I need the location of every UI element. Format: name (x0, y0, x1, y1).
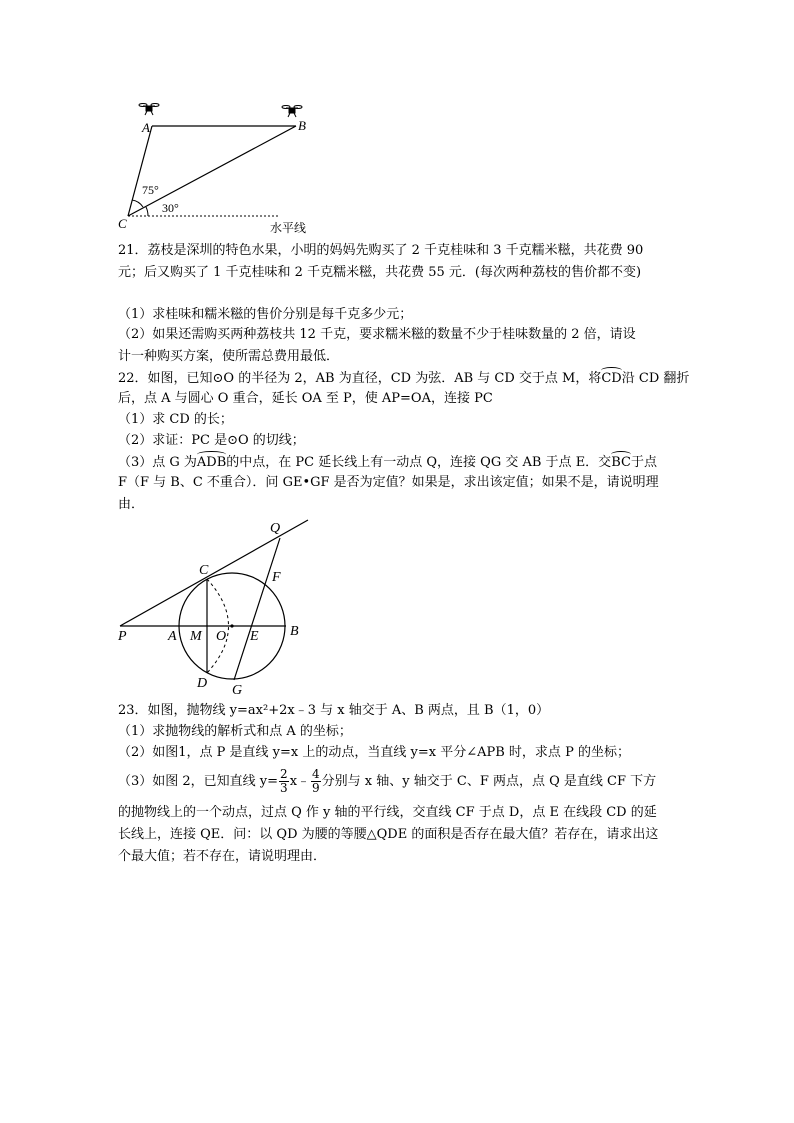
drone-a-icon (139, 104, 159, 116)
circle-figure (110, 514, 320, 696)
q22-part3-c: 于点 (630, 455, 657, 470)
fraction-2-3 (279, 768, 289, 795)
frac2-num: 4 (312, 767, 320, 781)
q21-part2-line2: 计一种购买方案，使所需总费用最低． (118, 349, 340, 364)
label-horizon: 水平线 (270, 221, 307, 235)
q23-part3-line3: 长线上，连接 QE．问：以 QD 为腰的等腰△QDE 的面积是否存在最大值？若存在，请求出这 (118, 827, 659, 842)
frac1-den: 3 (280, 781, 288, 795)
label-b2: B (290, 624, 299, 639)
segment-ac (128, 126, 152, 216)
label-angle-30: 30° (162, 201, 179, 215)
q23-part3-line4: 个最大值；若不存在，请说明理由． (118, 849, 327, 864)
q22-line1-a: 22．如图，已知⊙O 的半径为 2，AB 为直径，CD 为弦．AB 与 CD 交于点 M，将 (118, 371, 602, 386)
q22-part3-line3: 由． (118, 497, 145, 512)
angle-75-arc (132, 200, 143, 207)
q23-part2: （2）如图1，点 P 是直线 y=x 上的动点，当直线 y=x 平分∠APB 时，求点 P 的坐标； (118, 745, 630, 760)
label-a2: A (168, 629, 177, 644)
circle-svg (110, 514, 320, 696)
q22-part3-a: （3）点 G 为 (118, 455, 197, 470)
q21-line1: 21．荔枝是深圳的特色水果，小明的妈妈先购买了 2 千克桂味和 3 千克糯米糍，共花费 90 (118, 243, 644, 258)
q22-part1: （1）求 CD 的长； (118, 412, 233, 427)
triangle-svg (110, 96, 330, 238)
label-c: C (118, 216, 127, 231)
arc-cd: CD (601, 371, 622, 386)
label-a: A (142, 120, 150, 135)
q23-part3-c: 分别与 x 轴、y 轴交于 C、F 两点，点 Q 是直线 CF 下方 (321, 774, 657, 789)
label-c2: C (199, 563, 209, 578)
label-o: O (216, 629, 227, 644)
q22-line1-b: 沿 CD 翻折 (621, 371, 690, 386)
q22-part3-b: 的中点，在 PC 延长线上有一动点 Q，连接 QG 交 AB 于点 E．交 (226, 455, 612, 470)
label-m: M (190, 629, 202, 644)
triangle-figure (110, 96, 330, 238)
arc-bc: BC (611, 455, 631, 470)
q22-line1 (118, 370, 688, 388)
label-e: E (250, 629, 259, 644)
q21-line2: 元；后又购买了 1 千克桂味和 2 千克糯米糍，共花费 55 元．(每次两种荔枝的售价都不变) (118, 265, 642, 280)
frac2-den: 9 (312, 781, 320, 795)
segment-bc (128, 126, 296, 216)
drone-b-icon (282, 106, 302, 118)
label-b: B (298, 118, 306, 133)
q23-part3-line2: 的抛物线上的一个动点，过点 Q 作 y 轴的平行线，交直线 CF 于点 D，点 E 在线段 CD 的延 (118, 805, 657, 820)
q21-part1: （1）求桂味和糯米糍的售价分别是每千克多少元； (118, 307, 413, 322)
frac1-num: 2 (280, 767, 288, 781)
q23-part1: （1）求抛物线的解析式和点 A 的坐标； (118, 724, 352, 739)
center-dot (230, 624, 233, 627)
angle-30-arc (146, 207, 148, 216)
q21-part2-line1: （2）如果还需购买两种荔枝共 12 千克，要求糯米糍的数量不少于桂味数量的 2 倍，请设 (118, 327, 636, 342)
label-d: D (197, 676, 208, 691)
label-f: F (272, 570, 281, 585)
q22-part3-line2: F（F 与 B、C 不重合）．问 GE•GF 是否为定值？如果是，求出该定值；如果不是，请说明理 (118, 475, 659, 490)
q23-part3-a: （3）如图 2，已知直线 y= (118, 774, 279, 789)
label-angle-75: 75° (142, 183, 159, 197)
q23-part3 (118, 768, 688, 795)
q22-part3 (118, 454, 688, 472)
arc-adb: ADB (196, 455, 227, 470)
fraction-4-9 (311, 768, 321, 795)
label-p: P (118, 629, 127, 644)
q23-line1: 23．如图，抛物线 y=ax²+2x﹣3 与 x 轴交于 A、B 两点，且 B（1，0） (118, 703, 550, 718)
q23-part3-b: x﹣ (289, 774, 311, 789)
label-q: Q (270, 521, 281, 536)
q22-line2: 后，点 A 与圆心 O 重合，延长 OA 至 P，使 AP=OA，连接 PC (118, 391, 493, 406)
q22-part2: （2）求证：PC 是⊙O 的切线； (118, 433, 305, 448)
label-g: G (232, 683, 243, 698)
